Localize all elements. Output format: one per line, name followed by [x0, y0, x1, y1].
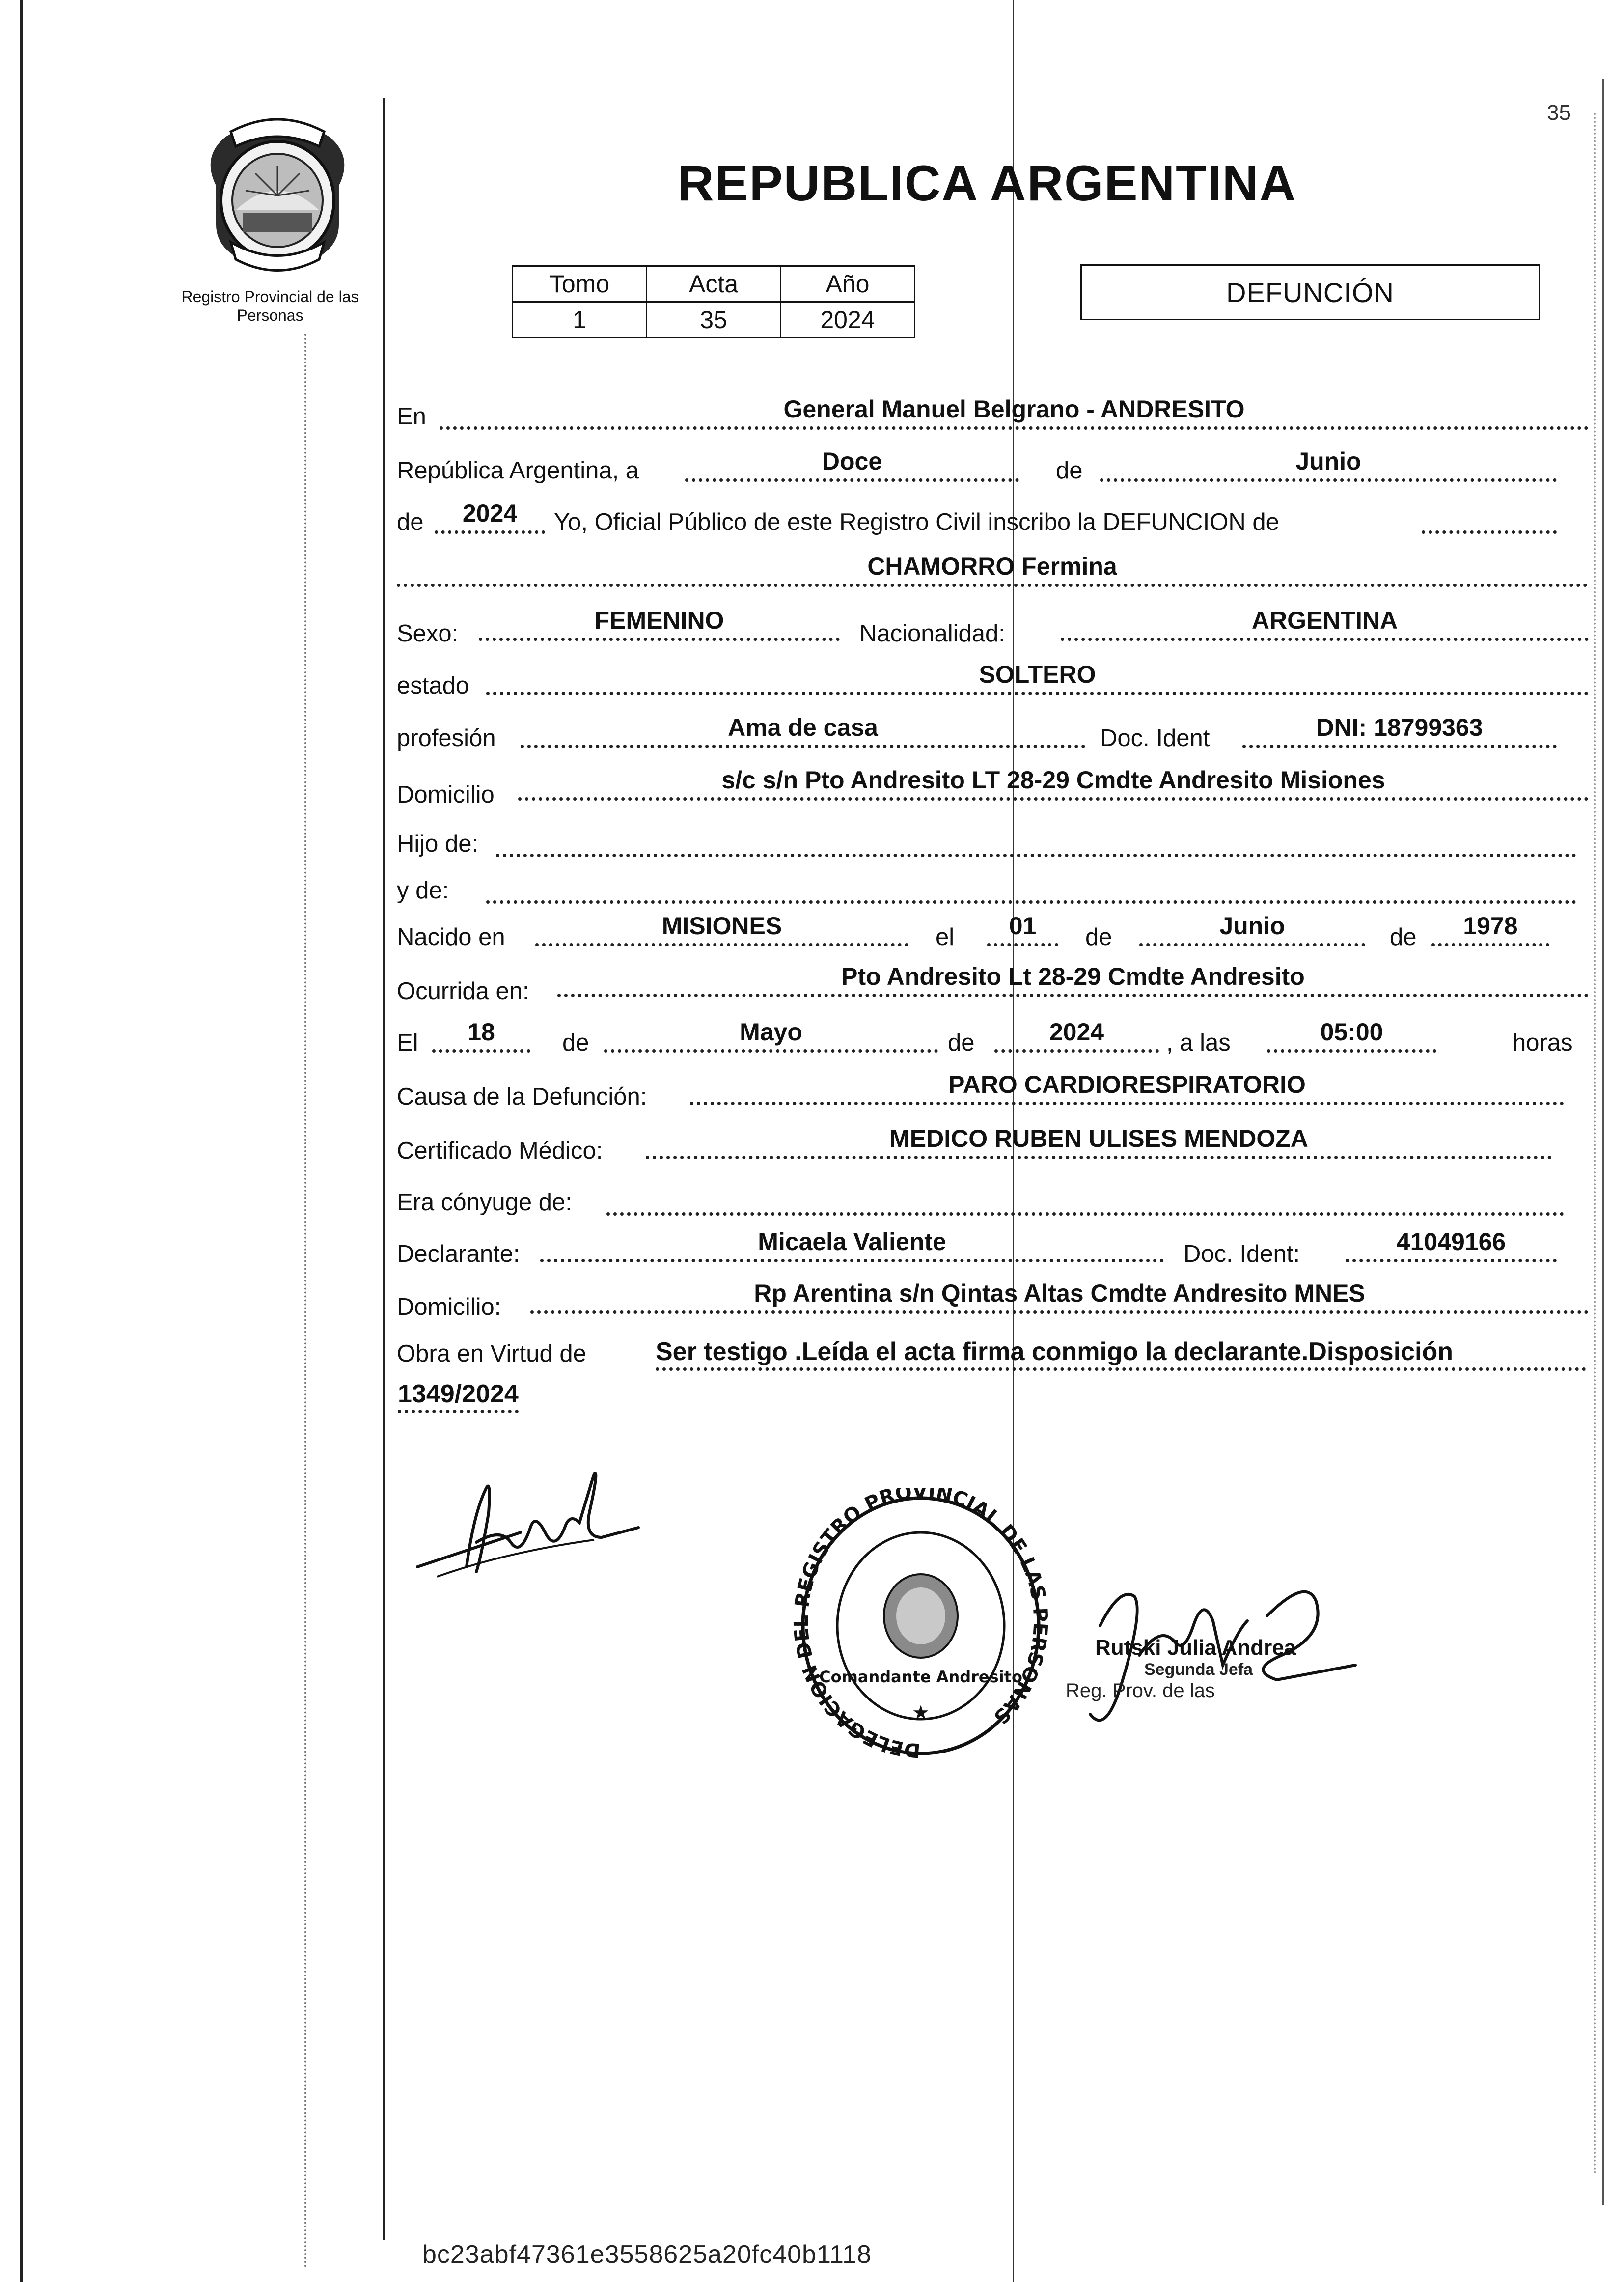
label-de: de [1085, 924, 1112, 950]
value-sexo: FEMENINO [594, 607, 724, 634]
declarant-signature [408, 1454, 643, 1601]
label-republica-a: República Argentina, a [397, 457, 639, 484]
officer-org: Reg. Prov. de las [1066, 1680, 1215, 1701]
value-profesion: Ama de casa [728, 714, 878, 741]
field-declarante [540, 1230, 1164, 1262]
value-dia-defuncion: 18 [468, 1018, 495, 1046]
value-obra-en-virtud-2: 1349/2024 [398, 1379, 519, 1413]
document-title: REPUBLICA ARGENTINA [678, 155, 1297, 211]
label-causa: Causa de la Defunción: [397, 1084, 647, 1110]
value-certificado: MEDICO RUBEN ULISES MENDOZA [889, 1125, 1308, 1152]
label-doc-ident-2: Doc. Ident: [1184, 1241, 1300, 1267]
value-documento: DNI: 18799363 [1316, 714, 1483, 741]
label-certificado: Certificado Médico: [397, 1138, 603, 1164]
label-y-de: y de: [397, 877, 449, 904]
field-y-de [486, 872, 1576, 904]
label-hijo-de: Hijo de: [397, 831, 479, 857]
value-dia-texto: Doce [822, 447, 882, 475]
label-nacionalidad: Nacionalidad: [859, 620, 1005, 647]
record-type-box: DEFUNCIÓN [1080, 264, 1540, 320]
field-dia-defuncion [432, 1018, 530, 1053]
province-seal [196, 112, 358, 279]
label-domicilio-2: Domicilio: [397, 1294, 501, 1320]
officer-name: Rutski Julia Andrea [1095, 1636, 1296, 1660]
value-mes-defuncion: Mayo [740, 1018, 802, 1046]
field-anio-defuncion [994, 1018, 1159, 1053]
value-nacido-en: MISIONES [661, 912, 782, 940]
field-lugar [440, 395, 1589, 430]
field-nacido-en [535, 912, 908, 946]
field-nacionalidad [1061, 609, 1589, 641]
value-domicilio: s/c s/n Pto Andresito LT 28-29 Cmdte Andresito Misiones [721, 766, 1385, 794]
registry-stamp [793, 1488, 1048, 1763]
value-anio-defuncion: 2024 [1049, 1018, 1104, 1046]
label-de: de [397, 509, 424, 535]
field-declarante-doc [1346, 1230, 1557, 1262]
label-ocurrida-en: Ocurrida en: [397, 978, 529, 1004]
field-profesion [521, 716, 1085, 748]
field-dia-texto [685, 447, 1019, 482]
field-nacido-mes [1139, 912, 1365, 946]
page-number: 35 [1547, 101, 1571, 125]
registry-caption: Registro Provincial de las Personas [181, 288, 359, 324]
field-certificado [646, 1127, 1552, 1159]
value-declarante-domicilio: Rp Arentina s/n Qintas Altas Cmdte Andresito MNES [754, 1280, 1365, 1307]
officer-role: Segunda Jefa [1144, 1660, 1253, 1679]
document-hash: bc23abf47361e3558625a20fc40b1118 [422, 2240, 872, 2269]
scan-left-border [20, 0, 23, 2282]
field-mes-defuncion [604, 1018, 938, 1053]
field-hijo-de [496, 825, 1576, 857]
acta-header: Acta [647, 266, 781, 302]
label-en: En [397, 403, 426, 430]
field-nombre [397, 555, 1588, 587]
tomo-header: Tomo [513, 266, 647, 302]
scan-right-border [1602, 79, 1604, 2205]
label-de: de [1056, 457, 1083, 484]
field-hora [1267, 1018, 1436, 1053]
value-nacido-dia: 01 [1009, 912, 1037, 940]
label-nacido-en: Nacido en [397, 924, 505, 950]
label-a-las: , a las [1166, 1030, 1231, 1056]
label-conyuge: Era cónyuge de: [397, 1189, 572, 1216]
label-el-upper: El [397, 1030, 418, 1056]
label-de: de [1390, 924, 1417, 950]
value-nacido-mes: Junio [1219, 912, 1285, 940]
field-declarante-domicilio [530, 1282, 1589, 1314]
act-reference-table [512, 265, 915, 338]
value-hora: 05:00 [1320, 1018, 1383, 1046]
field-ocurrida-en [557, 965, 1589, 997]
scan-dotted-edge [1594, 113, 1596, 2176]
label-sexo: Sexo: [397, 620, 459, 647]
label-declarante: Declarante: [397, 1241, 520, 1267]
stamp-inner-text: Comandante Andresito [819, 1668, 1022, 1686]
label-horas: horas [1513, 1030, 1573, 1056]
label-profesion: profesión [397, 725, 496, 751]
value-mes-inscripcion: Junio [1295, 447, 1361, 475]
field-nacido-anio [1431, 912, 1549, 946]
label-doc-ident: Doc. Ident [1100, 725, 1210, 751]
svg-text:★: ★ [912, 1701, 930, 1724]
label-estado: estado [397, 672, 469, 699]
field-conyuge [606, 1184, 1564, 1216]
field-mes-inscripcion [1100, 447, 1557, 482]
field-anio-inscripcion [435, 502, 545, 534]
value-causa: PARO CARDIORESPIRATORIO [948, 1071, 1306, 1098]
value-nacionalidad: ARGENTINA [1251, 607, 1398, 634]
field-blank-end [1422, 502, 1557, 534]
value-nombre: CHAMORRO Fermina [867, 553, 1117, 580]
field-causa [690, 1073, 1564, 1105]
value-lugar: General Manuel Belgrano - ANDRESITO [783, 395, 1245, 423]
value-declarante: Micaela Valiente [758, 1228, 946, 1255]
anio-value: 2024 [781, 302, 915, 338]
value-anio-inscripcion: 2024 [462, 500, 518, 527]
label-el: el [936, 924, 955, 950]
tomo-value: 1 [513, 302, 647, 338]
label-de: de [948, 1030, 975, 1056]
acta-value: 35 [647, 302, 781, 338]
value-estado: SOLTERO [979, 661, 1096, 688]
scan-margin-line [383, 98, 385, 2240]
label-domicilio: Domicilio [397, 781, 495, 808]
scan-dotted-edge [304, 334, 306, 2269]
field-nacido-dia [987, 912, 1058, 946]
field-estado [486, 663, 1589, 695]
anio-header: Año [781, 266, 915, 302]
value-ocurrida-en: Pto Andresito Lt 28-29 Cmdte Andresito [841, 963, 1305, 990]
field-domicilio [518, 766, 1589, 801]
value-nacido-anio: 1978 [1463, 912, 1518, 940]
value-declarante-doc: 41049166 [1396, 1228, 1506, 1255]
field-sexo [479, 609, 840, 641]
label-yo-oficial: Yo, Oficial Público de este Registro Civil inscribo la DEFUNCION de [554, 509, 1279, 535]
value-obra-en-virtud: Ser testigo .Leída el acta firma conmigo la declarante.Disposición [656, 1337, 1586, 1371]
stamp-ring-text: DELEGACION D REGISTRO PROVINCIAL DE LAS RSONAS [793, 1488, 1048, 1762]
field-documento [1242, 716, 1557, 748]
label-de: de [562, 1030, 589, 1056]
label-obra: Obra en Virtud de [397, 1340, 586, 1367]
